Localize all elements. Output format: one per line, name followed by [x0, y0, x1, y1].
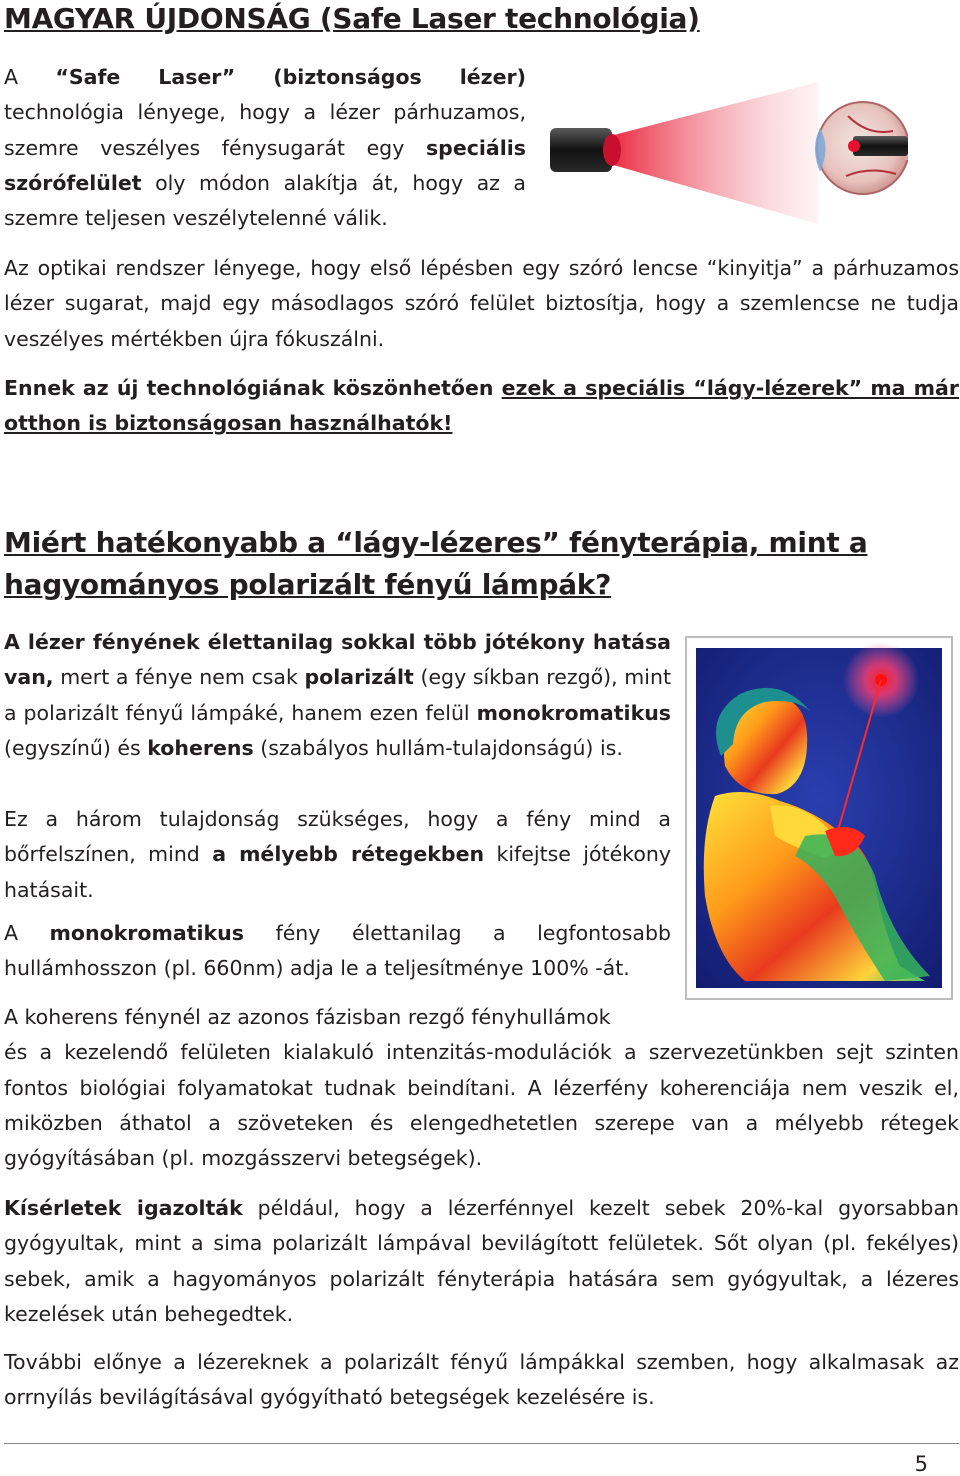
laser-light-text-4: (szabályos hullám-tulajdonságú) is.	[253, 735, 623, 760]
coherent-line-1: A koherens fénynél az azonos fázisban rezgő fényhullámok	[4, 1005, 611, 1029]
three-props-text-2: kifejtse jótékony hatásait.	[4, 842, 671, 902]
laser-light-text-2: (egy síkban rezgő), mint a polarizált fényű lámpáké, hanem ezen felül	[4, 665, 671, 725]
second-laser-device	[853, 136, 908, 156]
laser-device-body	[550, 128, 612, 172]
highlight-plain: Ennek az új technológiának köszönhetően	[4, 376, 502, 400]
intro-bold-scatter-surface: speciális szórófelület	[4, 135, 526, 195]
monochrome-text-2: fény élettanilag a legfontosabb hullámhosszon (pl. 660nm) adja le a teljesítménye 100% -át.	[4, 921, 671, 981]
intro-bold-safe-laser: “Safe Laser” (biztonságos lézer)	[55, 65, 526, 89]
laser-eye-illustration	[548, 76, 908, 226]
intro-text-2: technológia lényege, hogy a lézer párhuzamos, szemre veszélyes fénysugarát egy	[4, 100, 526, 160]
intro-paragraph	[4, 60, 526, 236]
highlight-paragraph	[4, 371, 959, 442]
thermal-image-illustration	[685, 636, 953, 1000]
section-heading: Miért hatékonyabb a “lágy-lézeres” fényterápia, mint a hagyományos polarizált fényű lámpák?	[4, 526, 868, 601]
experiments-bold: Kísérletek igazolták	[4, 1196, 243, 1220]
monochrome-paragraph	[4, 916, 671, 987]
laser-light-text-3: (egyszínű) és	[4, 735, 148, 760]
monochrome-text-1: A	[4, 921, 50, 945]
monochrome-bold: monokromatikus	[49, 921, 244, 945]
experiments-text: például, hogy a lézerfénnyel kezelt sebek 20%-kal gyorsabban gyógyultak, mint a sima polarizált lámpával bevilágított felületek. Sőt olyan (pl. fekélyes) sebek, amik a hagyományos polarizált fényterápia hatására sem gyógyultak, a lézeres kezelések után behegedtek.	[4, 1196, 960, 1326]
laser-light-bold-1: A lézer fényének élettanilag sokkal több jótékony hatása van,	[4, 630, 671, 690]
coherent-paragraph	[4, 1000, 959, 1176]
coherent-rest: és a kezelendő felületen kialakuló intenzitás-modulációk a szervezetünkben sejt szinten fontos biológiai folyamatokat tudnak beindítani. A lézerfény koherenciája nem veszik el, miközben áthatol a szöveteken és elengedhetetlen szerepe van a mélyebb rétegek gyógyításában (pl. mozgásszervi betegségek).	[4, 1040, 959, 1171]
laser-aperture	[603, 134, 621, 166]
optics-paragraph: Az optikai rendszer lényege, hogy első lépésben egy szóró lencse “kinyitja” a párhuzamos lézer sugarat, majd egy másodlagos szóró felület biztosítja, hogy a szemlencse ne tudja veszélyes mértékben újra fókuszálni.	[4, 256, 959, 351]
three-props-text-1: Ez a három tulajdonság szükséges, hogy a fény mind a bőrfelszínen, mind	[4, 807, 671, 867]
laser-beam-cone	[610, 82, 818, 224]
laser-light-paragraph	[4, 625, 671, 766]
page-number: 5	[914, 1452, 928, 1476]
second-laser-aperture	[848, 140, 860, 152]
advantage-paragraph: További előnye a lézereknek a polarizált fényű lámpákkal szemben, hogy alkalmasak az orrnyílás bevilágításával gyógyítható betegségek kezelésére is.	[4, 1350, 959, 1410]
highlight-underlined: ezek a speciális “lágy-lézerek” ma már otthon is biztonságosan használhatók!	[4, 376, 959, 436]
intro-text-1: A	[4, 65, 56, 89]
laser-light-bold-coherent: koherens	[147, 735, 254, 760]
three-properties-paragraph	[4, 802, 671, 908]
intro-text-3: oly módon alakítja át, hogy az a szemre teljesen veszélytelenné válik.	[4, 170, 526, 231]
page-title: MAGYAR ÚJDONSÁG (Safe Laser technológia)	[4, 2, 700, 35]
three-props-bold: a mélyebb rétegekben	[212, 842, 485, 867]
experiments-paragraph	[4, 1191, 959, 1332]
laser-light-bold-polarized: polarizált	[304, 665, 414, 690]
laser-light-text-1: mert a fénye nem csak	[53, 665, 305, 690]
laser-light-bold-monochromatic: monokromatikus	[476, 700, 671, 725]
footer-divider	[4, 1443, 959, 1444]
